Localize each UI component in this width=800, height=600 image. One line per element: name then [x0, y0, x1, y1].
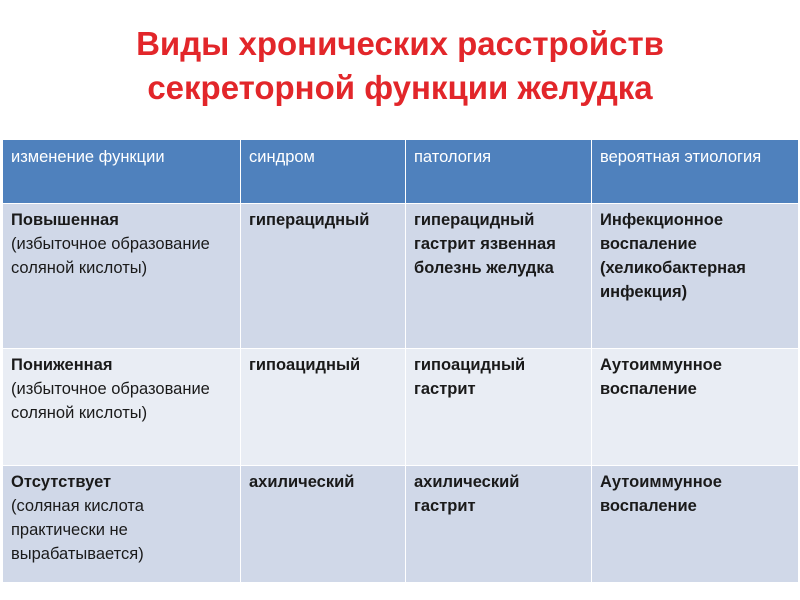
- cell-function: [3, 204, 241, 349]
- function-name: Отсутствует: [11, 473, 112, 491]
- cell-syndrome: ахилический: [241, 466, 406, 583]
- cell-function: [3, 349, 241, 466]
- secretory-disorders-table: [2, 139, 799, 583]
- table-header-row: [3, 140, 799, 204]
- cell-etiology: Аутоиммунное воспаление: [592, 466, 799, 583]
- cell-function: [3, 466, 241, 583]
- function-name: Пониженная: [11, 356, 113, 374]
- cell-etiology: Аутоиммунное воспаление: [592, 349, 799, 466]
- header-function-change: изменение функции: [3, 140, 241, 204]
- cell-pathology: гиперацидный гастрит язвенная болезнь желудка: [406, 204, 592, 349]
- cell-syndrome: гиперацидный: [241, 204, 406, 349]
- function-description: (избыточное образование соляной кислоты): [11, 235, 210, 277]
- function-description: (соляная кислота практически не вырабатывается): [11, 497, 144, 563]
- cell-pathology: гипоацидный гастрит: [406, 349, 592, 466]
- cell-pathology: ахилический гастрит: [406, 466, 592, 583]
- title-line-1: Виды хронических расстройств: [136, 25, 664, 62]
- header-pathology: патология: [406, 140, 592, 204]
- table-row: [3, 204, 799, 349]
- title-line-2: секреторной функции желудка: [147, 69, 653, 106]
- function-description: (избыточное образование соляной кислоты): [11, 380, 210, 422]
- function-name: Повышенная: [11, 211, 119, 229]
- header-syndrome: синдром: [241, 140, 406, 204]
- cell-syndrome: гипоацидный: [241, 349, 406, 466]
- header-etiology: вероятная этиология: [592, 140, 799, 204]
- table-row: [3, 349, 799, 466]
- table-row: [3, 466, 799, 583]
- slide-title: [0, 22, 800, 110]
- cell-etiology: Инфекционное воспаление (хеликобактерная инфекция): [592, 204, 799, 349]
